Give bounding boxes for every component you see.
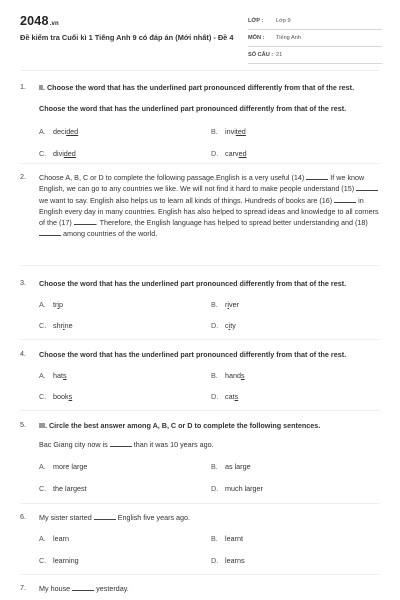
question-number: 6. <box>20 512 26 521</box>
option-letter: D. <box>211 556 219 566</box>
option-word-part: invi <box>225 126 236 136</box>
option-letter: B. <box>211 126 218 136</box>
question-number: 4. <box>20 349 26 358</box>
reading-passage <box>39 172 380 240</box>
option-a[interactable] <box>39 300 63 309</box>
meta-label: SỐ CÂU : <box>248 52 274 58</box>
option-text: learnt <box>225 534 243 544</box>
question-sentence <box>39 583 380 594</box>
option-b[interactable] <box>211 371 245 380</box>
question-divider <box>20 163 380 164</box>
question-heading: Choose the word that has the underlined part pronounced differently from that of the rest. <box>39 279 347 288</box>
option-letter: C. <box>39 483 47 493</box>
option-word-part: c <box>225 321 229 331</box>
underlined-part: ted <box>235 126 246 136</box>
option-c[interactable] <box>39 149 76 158</box>
question-divider <box>20 410 380 411</box>
option-letter: A. <box>39 300 46 310</box>
question-sentence <box>39 512 380 523</box>
option-d[interactable] <box>211 556 245 565</box>
option-letter: A. <box>39 534 46 544</box>
option-d[interactable] <box>211 484 263 493</box>
sentence-text: English five years ago. <box>117 513 191 522</box>
option-letter: D. <box>211 321 219 331</box>
option-word-part: ty <box>230 321 236 331</box>
sentence-text: than it was 10 years ago. <box>133 440 214 450</box>
underlined-part: i <box>227 300 230 310</box>
option-letter: A. <box>39 126 46 136</box>
option-d[interactable] <box>211 321 236 330</box>
question-heading: III. Circle the best answer among A, B, C or D to complete the following sentences. <box>39 421 321 430</box>
options-grid <box>39 300 380 332</box>
question-heading: II. Choose the word that has the underlined part pronounced differently from that of the rest. <box>39 83 355 92</box>
passage-text: we want to say. English also helps us to learn all kinds of things. Hundreds of books are (16) <box>39 195 333 205</box>
option-word-part: p <box>59 300 63 310</box>
option-word-part: book <box>53 392 69 402</box>
option-word-part: r <box>225 300 228 310</box>
option-letter: C. <box>39 556 47 566</box>
options-grid <box>39 127 380 159</box>
document-header <box>20 14 382 62</box>
question-number: 2. <box>20 172 26 181</box>
question-divider <box>20 339 380 340</box>
passage-text: among countries of the world. <box>63 229 158 239</box>
logo-text: 2048 <box>20 14 49 28</box>
question-heading: Choose the word that has the underlined part pronounced differently from that of the rest. <box>39 350 347 359</box>
answer-blank[interactable] <box>110 441 132 447</box>
site-logo[interactable] <box>20 14 59 28</box>
option-word-part: divi <box>53 148 64 158</box>
underlined-part: s <box>68 392 73 402</box>
meta-label: LỚP : <box>248 18 264 24</box>
question-sentence <box>39 439 380 450</box>
sentence-text: Bac Giang city now is <box>39 440 108 450</box>
options-grid <box>39 371 380 403</box>
option-a[interactable] <box>39 127 78 136</box>
underlined-part: ded <box>66 126 79 136</box>
option-b[interactable] <box>211 534 243 543</box>
option-d[interactable] <box>211 149 247 158</box>
option-word-part: shr <box>53 321 63 331</box>
option-letter: C. <box>39 392 47 402</box>
option-text: learns <box>225 556 245 566</box>
underlined-part: s <box>63 371 67 381</box>
option-text: learn <box>53 534 69 544</box>
underlined-part: ed <box>238 148 247 158</box>
question-number: 7. <box>20 583 26 592</box>
options-grid <box>39 534 380 566</box>
option-word-part: ver <box>229 300 240 310</box>
option-word-part: hat <box>53 371 63 381</box>
option-c[interactable] <box>39 484 87 493</box>
meta-label: MÔN : <box>248 35 265 41</box>
question-number: 5. <box>20 420 26 429</box>
option-b[interactable] <box>211 462 251 471</box>
underlined-part: ded <box>63 148 76 158</box>
option-word-part: deci <box>53 126 67 136</box>
answer-blank[interactable] <box>334 197 356 203</box>
option-a[interactable] <box>39 371 67 380</box>
option-text: much larger <box>225 483 263 493</box>
option-a[interactable] <box>39 462 87 471</box>
option-letter: A. <box>39 461 46 471</box>
option-a[interactable] <box>39 534 69 543</box>
meta-value: Tiếng Anh <box>276 35 301 41</box>
option-word-part: cat <box>225 392 235 402</box>
option-word-part: ne <box>64 321 73 331</box>
underlined-part: i <box>57 300 59 310</box>
answer-blank[interactable] <box>39 230 61 236</box>
meta-value: Lớp 9 <box>276 18 291 24</box>
passage-text: Choose A, B, C or D to complete the following passage.English is a very useful (14) <box>39 173 305 182</box>
option-c[interactable] <box>39 556 79 565</box>
question-number: 1. <box>20 82 26 91</box>
option-d[interactable] <box>211 392 238 401</box>
underlined-part: s <box>241 371 245 381</box>
option-letter: C. <box>39 148 47 158</box>
option-letter: D. <box>211 483 219 493</box>
option-letter: B. <box>211 371 218 381</box>
question-divider <box>20 503 380 504</box>
option-c[interactable] <box>39 392 72 401</box>
sentence-text: yesterday. <box>96 584 129 593</box>
option-b[interactable] <box>211 300 239 309</box>
question-instruction: Choose the word that has the underlined part pronounced differently from that of the rest. <box>39 104 347 114</box>
option-letter: B. <box>211 461 218 471</box>
meta-value: 21 <box>276 52 283 58</box>
passage-text: If we know English, we can go to any countries we like. We will not find it hard to make people understand (15) <box>39 173 365 194</box>
document-title: Đề kiểm tra Cuối kì 1 Tiếng Anh 9 có đáp án (Mới nhất) - Đề 4 <box>20 33 234 42</box>
option-text: the largest <box>53 483 87 493</box>
option-word-part: tr <box>53 300 58 310</box>
underlined-part: s <box>234 392 239 402</box>
option-word-part: carv <box>225 148 239 158</box>
options-grid <box>39 462 380 494</box>
option-letter: D. <box>211 392 219 402</box>
option-letter: B. <box>211 534 218 544</box>
meta-table <box>248 16 382 67</box>
option-letter: A. <box>39 371 46 381</box>
meta-row-class <box>248 16 382 30</box>
option-letter: B. <box>211 300 218 310</box>
option-letter: C. <box>39 321 47 331</box>
passage-text: . Therefore, the English language has helped to spread better understanding and (18) <box>95 218 368 228</box>
passage-text: in English every day in many countries. English has also helped to spread ideas and knowledge to all corners of the (17) <box>39 195 379 228</box>
sentence-text: My house <box>39 584 71 593</box>
option-b[interactable] <box>211 127 246 136</box>
meta-row-subject <box>248 33 382 47</box>
question-number: 3. <box>20 278 26 287</box>
option-text: as large <box>225 461 251 471</box>
option-text: more large <box>53 461 88 471</box>
option-c[interactable] <box>39 321 73 330</box>
answer-blank[interactable] <box>72 585 94 591</box>
answer-blank[interactable] <box>306 174 328 180</box>
answer-blank[interactable] <box>356 185 378 191</box>
option-letter: D. <box>211 148 219 158</box>
question-divider <box>20 265 380 266</box>
logo-suffix: .vn <box>49 21 59 27</box>
question-divider <box>20 574 380 575</box>
meta-row-count <box>248 50 382 64</box>
sentence-text: My sister started <box>39 513 92 522</box>
option-text: learning <box>53 556 79 566</box>
option-word-part: hand <box>225 371 241 381</box>
answer-blank[interactable] <box>94 514 116 520</box>
header-divider <box>20 70 380 71</box>
answer-blank[interactable] <box>74 219 96 225</box>
underlined-part: i <box>63 321 65 331</box>
underlined-part: i <box>228 321 231 331</box>
